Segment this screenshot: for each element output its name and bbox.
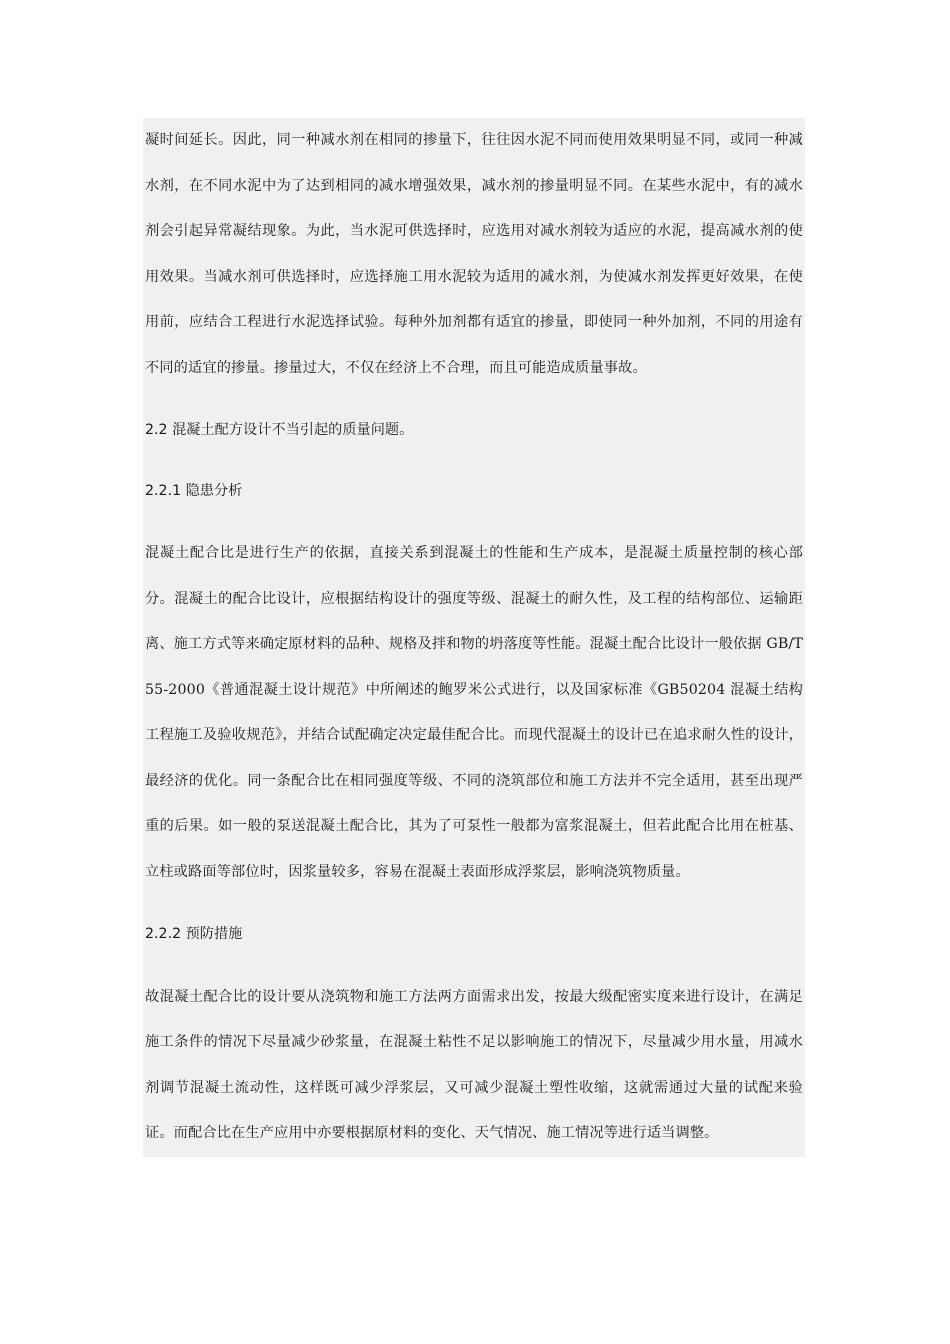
section-heading-2-2-1: 2.2.1 隐患分析 [145, 482, 243, 499]
paragraph-preventive-measures: 故混凝土配合比的设计要从浇筑物和施工方法两方面需求出发，按最大级配密实度来进行设计，在满足施工条件的情况下尽量减少砂浆量，在混凝土粘性不足以影响施工的情况下，尽量减少用水量，用减水剂调节混凝土流动性，这样既可减少浮浆层，又可减少混凝土塑性收缩，这就需通过大量的试配来验证。而配合比在生产应用中亦要根据原材料的变化、天气情况、施工情况等进行适当调整。 [145, 988, 803, 1141]
spacer [143, 895, 805, 912]
section-heading-2-2: 2.2 混凝土配方设计不当引起的质量问题。 [145, 422, 414, 438]
spacer [143, 958, 805, 975]
paragraph-admixture-cement: 凝时间延长。因此，同一种减水剂在相同的掺量下，往往因水泥不同而使用效果明显不同，或同一种减水剂，在不同水泥中为了达到相同的减水增强效果，减水剂的掺量明显不同。在某些水泥中，有的减水剂会引起异常凝结现象。为此，当水泥可供选择时，应选用对减水剂较为适应的水泥，提高减水剂的使用效果。当减水剂可供选择时，应选择施工用水泥较为适用的减水剂，为使减水剂发挥更好效果，在使用前，应结合工程进行水泥选择试验。每种外加剂都有适宜的掺量，即使同一种外加剂，不同的用途有不同的适宜的掺量。掺量过大，不仅在经济上不合理，而且可能造成质量事故。 [145, 132, 803, 376]
spacer [143, 454, 805, 469]
paragraph-hazard-analysis: 混凝土配合比是进行生产的依据，直接关系到混凝土的性能和生产成本，是混凝土质量控制的核心部分。混凝土的配合比设计，应根据结构设计的强度等级、混凝土的耐久性，及工程的结构部位、运输距离、施工方式等来确定原材料的品种、规格及拌和物的坍落度等性能。混凝土配合比设计一般依据 GB/T55-2000《普通混凝土设计规范》中所阐述的鲍罗米公式进行，以及国家标准《GB50204 混凝土结构工程施工及验收规范》，并结合试配确定决定最佳配合比。而现代混凝土的设计已在追求耐久性的设计，最经济的优化。同一条配合比在相同强度等级、不同的浇筑部位和施工方法并不完全适用，甚至出现严重的后果。如一般的泵送混凝土配合比，其为了可泵性一般都为富浆混凝土，但若此配合比用在桩基、立柱或路面等部位时，因浆量较多，容易在混凝土表面形成浮浆层，影响浇筑物质量。 [145, 545, 803, 880]
spacer [143, 391, 805, 408]
text-column [143, 118, 805, 1157]
section-heading-2-2-2: 2.2.2 预防措施 [145, 926, 243, 942]
spacer [143, 514, 805, 531]
